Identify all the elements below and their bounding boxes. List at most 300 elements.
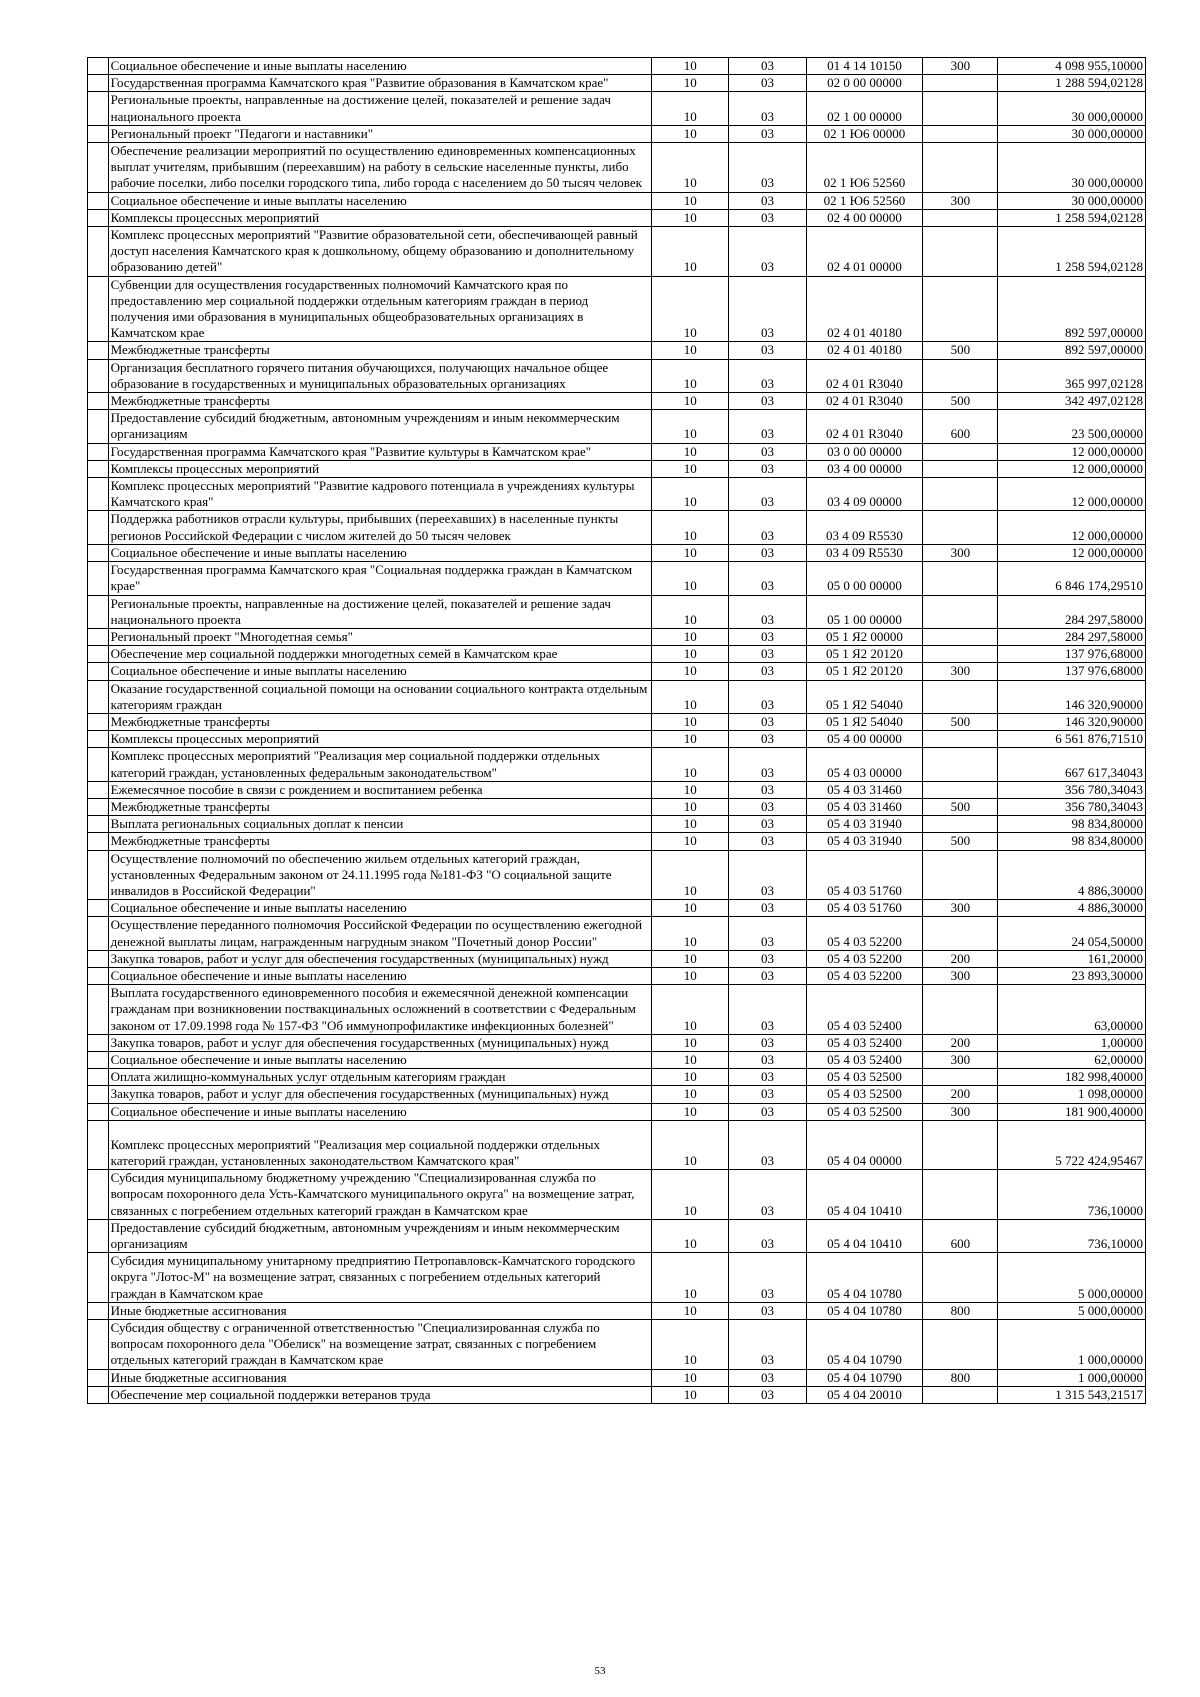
- row-expense-type: [923, 816, 998, 833]
- row-amount: 1 288 594,02128: [998, 75, 1146, 92]
- table-row: [88, 748, 1146, 781]
- table-row: [88, 833, 1146, 850]
- row-section: 10: [652, 125, 729, 142]
- table-row: [88, 1103, 1146, 1120]
- row-section: 10: [652, 143, 729, 193]
- table-row: [88, 1086, 1146, 1103]
- row-amount: 1 000,00000: [998, 1369, 1146, 1386]
- row-amount: 181 900,40000: [998, 1103, 1146, 1120]
- row-expense-type: 200: [923, 950, 998, 967]
- row-amount: 23 500,00000: [998, 410, 1146, 443]
- row-section: 10: [652, 713, 729, 730]
- row-empty-cell: [88, 1320, 109, 1370]
- row-target-code: 02 1 Ю6 00000: [806, 125, 923, 142]
- row-expense-type: 600: [923, 410, 998, 443]
- row-expense-type: [923, 595, 998, 628]
- row-amount: 62,00000: [998, 1051, 1146, 1068]
- row-name: Социальное обеспечение и иные выплаты населению: [108, 1051, 651, 1068]
- row-subsection: 03: [729, 209, 806, 226]
- row-expense-type: [923, 511, 998, 544]
- row-expense-type: 500: [923, 798, 998, 815]
- row-target-code: 02 1 Ю6 52560: [806, 143, 923, 193]
- row-amount: 736,10000: [998, 1170, 1146, 1220]
- row-name: Региональные проекты, направленные на достижение целей, показателей и решение задач национального проекта: [108, 92, 651, 125]
- row-empty-cell: [88, 950, 109, 967]
- row-name: Социальное обеспечение и иные выплаты населению: [108, 663, 651, 680]
- row-empty-cell: [88, 1069, 109, 1086]
- row-section: 10: [652, 1103, 729, 1120]
- row-empty-cell: [88, 562, 109, 595]
- row-target-code: 05 4 03 52400: [806, 985, 923, 1035]
- row-section: 10: [652, 1051, 729, 1068]
- row-subsection: 03: [729, 1369, 806, 1386]
- table-row: [88, 511, 1146, 544]
- table-row: [88, 798, 1146, 815]
- row-expense-type: 800: [923, 1302, 998, 1319]
- row-subsection: 03: [729, 562, 806, 595]
- row-amount: 1,00000: [998, 1034, 1146, 1051]
- row-name: Осуществление полномочий по обеспечению жильем отдельных категорий граждан, установленных Федеральным законом от 24.11.1995 года №181-ФЗ "О социальной защите инвалидов в Российской Федерации": [108, 850, 651, 900]
- table-row: [88, 562, 1146, 595]
- row-name: Субсидия обществу с ограниченной ответственностью "Специализированная служба по вопросам похоронного дела "Обелиск" на возмещение затрат, связанных с погребением отдельных категорий граждан в Камчатском крае: [108, 1320, 651, 1370]
- row-subsection: 03: [729, 1170, 806, 1220]
- row-target-code: 02 4 01 R3040: [806, 410, 923, 443]
- row-name: Комплекс процессных мероприятий "Реализация мер социальной поддержки отдельных категорий граждан, установленных федеральным законодательством": [108, 748, 651, 781]
- row-name: Закупка товаров, работ и услуг для обеспечения государственных (муниципальных) нужд: [108, 1086, 651, 1103]
- row-amount: 1 000,00000: [998, 1320, 1146, 1370]
- row-empty-cell: [88, 359, 109, 392]
- row-expense-type: [923, 75, 998, 92]
- table-row: [88, 900, 1146, 917]
- row-expense-type: 500: [923, 833, 998, 850]
- row-name: Субвенции для осуществления государственных полномочий Камчатского края по предоставлению мер социальной поддержки отдельным категориям граждан в период получения ими образования в муниципальных общеобразовательных организациях в Камчатском крае: [108, 276, 651, 342]
- row-subsection: 03: [729, 967, 806, 984]
- row-section: 10: [652, 985, 729, 1035]
- row-section: 10: [652, 92, 729, 125]
- row-amount: 12 000,00000: [998, 478, 1146, 511]
- table-row: [88, 393, 1146, 410]
- row-name: Комплексы процессных мероприятий: [108, 209, 651, 226]
- row-section: 10: [652, 816, 729, 833]
- row-target-code: 05 4 04 10790: [806, 1320, 923, 1370]
- row-empty-cell: [88, 646, 109, 663]
- row-amount: 30 000,00000: [998, 92, 1146, 125]
- row-subsection: 03: [729, 1253, 806, 1303]
- row-amount: 146 320,90000: [998, 713, 1146, 730]
- row-target-code: 05 4 03 52400: [806, 1051, 923, 1068]
- row-expense-type: 200: [923, 1086, 998, 1103]
- row-expense-type: 300: [923, 1103, 998, 1120]
- row-name: Предоставление субсидий бюджетным, автономным учреждениям и иным некоммерческим организациям: [108, 1219, 651, 1252]
- row-amount: 98 834,80000: [998, 833, 1146, 850]
- row-expense-type: 500: [923, 713, 998, 730]
- row-section: 10: [652, 276, 729, 342]
- row-expense-type: [923, 850, 998, 900]
- row-section: 10: [652, 595, 729, 628]
- row-section: 10: [652, 748, 729, 781]
- table-row: [88, 544, 1146, 561]
- row-target-code: 02 1 Ю6 52560: [806, 192, 923, 209]
- table-row: [88, 359, 1146, 392]
- table-row: [88, 1170, 1146, 1220]
- table-row: [88, 58, 1146, 75]
- row-section: 10: [652, 1369, 729, 1386]
- row-name: Социальное обеспечение и иные выплаты населению: [108, 58, 651, 75]
- table-row: [88, 443, 1146, 460]
- table-row: [88, 1369, 1146, 1386]
- row-amount: 5 000,00000: [998, 1302, 1146, 1319]
- row-subsection: 03: [729, 1386, 806, 1403]
- row-section: 10: [652, 359, 729, 392]
- row-empty-cell: [88, 628, 109, 645]
- row-expense-type: 300: [923, 58, 998, 75]
- budget-table: [87, 57, 1146, 1404]
- row-amount: 6 846 174,29510: [998, 562, 1146, 595]
- row-name: Межбюджетные трансферты: [108, 798, 651, 815]
- table-row: [88, 1386, 1146, 1403]
- row-expense-type: 200: [923, 1034, 998, 1051]
- row-empty-cell: [88, 393, 109, 410]
- row-expense-type: [923, 1120, 998, 1169]
- row-name: Иные бюджетные ассигнования: [108, 1369, 651, 1386]
- row-target-code: 05 4 03 52500: [806, 1103, 923, 1120]
- row-target-code: 05 1 Я2 54040: [806, 713, 923, 730]
- row-name: Комплекс процессных мероприятий "Развитие кадрового потенциала в учреждениях культуры Камчатского края": [108, 478, 651, 511]
- row-amount: 12 000,00000: [998, 460, 1146, 477]
- row-empty-cell: [88, 192, 109, 209]
- row-empty-cell: [88, 1034, 109, 1051]
- row-name: Социальное обеспечение и иные выплаты населению: [108, 192, 651, 209]
- row-section: 10: [652, 1219, 729, 1252]
- row-subsection: 03: [729, 460, 806, 477]
- row-subsection: 03: [729, 950, 806, 967]
- row-target-code: 05 1 Я2 54040: [806, 680, 923, 713]
- row-subsection: 03: [729, 900, 806, 917]
- row-name: Обеспечение мер социальной поддержки многодетных семей в Камчатском крае: [108, 646, 651, 663]
- row-empty-cell: [88, 1302, 109, 1319]
- row-amount: 30 000,00000: [998, 143, 1146, 193]
- row-target-code: 03 4 00 00000: [806, 460, 923, 477]
- row-name: Комплексы процессных мероприятий: [108, 460, 651, 477]
- row-expense-type: 300: [923, 663, 998, 680]
- table-row: [88, 1320, 1146, 1370]
- row-target-code: 05 1 Я2 00000: [806, 628, 923, 645]
- row-subsection: 03: [729, 1086, 806, 1103]
- row-empty-cell: [88, 1170, 109, 1220]
- row-expense-type: [923, 359, 998, 392]
- table-row: [88, 985, 1146, 1035]
- row-target-code: 05 4 04 10410: [806, 1170, 923, 1220]
- table-row: [88, 1051, 1146, 1068]
- row-amount: 30 000,00000: [998, 125, 1146, 142]
- row-target-code: 05 4 03 31460: [806, 781, 923, 798]
- row-amount: 12 000,00000: [998, 443, 1146, 460]
- row-expense-type: [923, 125, 998, 142]
- row-subsection: 03: [729, 1069, 806, 1086]
- row-section: 10: [652, 58, 729, 75]
- row-section: 10: [652, 781, 729, 798]
- row-name: Социальное обеспечение и иные выплаты населению: [108, 544, 651, 561]
- row-empty-cell: [88, 985, 109, 1035]
- row-subsection: 03: [729, 125, 806, 142]
- row-name: Организация бесплатного горячего питания обучающихся, получающих начальное общее образование в государственных и муниципальных образовательных организациях: [108, 359, 651, 392]
- row-target-code: 05 1 Я2 20120: [806, 663, 923, 680]
- table-row: [88, 816, 1146, 833]
- table-row: [88, 1302, 1146, 1319]
- row-amount: 12 000,00000: [998, 511, 1146, 544]
- row-name: Поддержка работников отрасли культуры, прибывших (переехавших) в населенные пункты регионов Российской Федерации с числом жителей до 50 тысяч человек: [108, 511, 651, 544]
- row-amount: 284 297,58000: [998, 595, 1146, 628]
- row-section: 10: [652, 562, 729, 595]
- row-empty-cell: [88, 92, 109, 125]
- row-name: Обеспечение мер социальной поддержки ветеранов труда: [108, 1386, 651, 1403]
- row-target-code: 03 0 00 00000: [806, 443, 923, 460]
- row-empty-cell: [88, 663, 109, 680]
- row-section: 10: [652, 663, 729, 680]
- row-empty-cell: [88, 1086, 109, 1103]
- row-amount: 1 098,00000: [998, 1086, 1146, 1103]
- row-target-code: 05 4 03 51760: [806, 900, 923, 917]
- row-expense-type: [923, 1320, 998, 1370]
- row-empty-cell: [88, 816, 109, 833]
- table-row: [88, 1253, 1146, 1303]
- row-amount: 5 722 424,95467: [998, 1120, 1146, 1169]
- row-name: Межбюджетные трансферты: [108, 342, 651, 359]
- row-empty-cell: [88, 731, 109, 748]
- row-subsection: 03: [729, 410, 806, 443]
- row-target-code: 02 0 00 00000: [806, 75, 923, 92]
- row-expense-type: [923, 1386, 998, 1403]
- row-expense-type: [923, 1170, 998, 1220]
- table-row: [88, 663, 1146, 680]
- row-target-code: 02 4 00 00000: [806, 209, 923, 226]
- row-amount: 12 000,00000: [998, 544, 1146, 561]
- row-amount: 5 000,00000: [998, 1253, 1146, 1303]
- row-section: 10: [652, 544, 729, 561]
- row-section: 10: [652, 900, 729, 917]
- table-row: [88, 342, 1146, 359]
- row-expense-type: 500: [923, 342, 998, 359]
- row-expense-type: [923, 731, 998, 748]
- row-expense-type: [923, 646, 998, 663]
- row-empty-cell: [88, 276, 109, 342]
- row-section: 10: [652, 917, 729, 950]
- row-target-code: 02 4 01 40180: [806, 342, 923, 359]
- row-target-code: 05 4 00 00000: [806, 731, 923, 748]
- row-empty-cell: [88, 900, 109, 917]
- row-amount: 736,10000: [998, 1219, 1146, 1252]
- row-empty-cell: [88, 75, 109, 92]
- row-section: 10: [652, 75, 729, 92]
- row-subsection: 03: [729, 1120, 806, 1169]
- row-expense-type: 300: [923, 900, 998, 917]
- row-name: Межбюджетные трансферты: [108, 713, 651, 730]
- table-row: [88, 680, 1146, 713]
- row-empty-cell: [88, 850, 109, 900]
- row-target-code: 05 1 Я2 20120: [806, 646, 923, 663]
- row-target-code: 02 4 01 40180: [806, 276, 923, 342]
- row-expense-type: 600: [923, 1219, 998, 1252]
- row-empty-cell: [88, 58, 109, 75]
- row-empty-cell: [88, 478, 109, 511]
- table-row: [88, 917, 1146, 950]
- table-row: [88, 92, 1146, 125]
- row-target-code: 05 4 03 52500: [806, 1069, 923, 1086]
- row-section: 10: [652, 646, 729, 663]
- row-amount: 356 780,34043: [998, 798, 1146, 815]
- row-name: Выплата региональных социальных доплат к пенсии: [108, 816, 651, 833]
- row-amount: 1 315 543,21517: [998, 1386, 1146, 1403]
- row-expense-type: [923, 443, 998, 460]
- table-row: [88, 628, 1146, 645]
- row-expense-type: 300: [923, 1051, 998, 1068]
- table-row: [88, 276, 1146, 342]
- row-expense-type: [923, 562, 998, 595]
- row-subsection: 03: [729, 917, 806, 950]
- row-name: Государственная программа Камчатского края "Развитие культуры в Камчатском крае": [108, 443, 651, 460]
- row-section: 10: [652, 798, 729, 815]
- row-name: Региональные проекты, направленные на достижение целей, показателей и решение задач национального проекта: [108, 595, 651, 628]
- row-name: Социальное обеспечение и иные выплаты населению: [108, 1103, 651, 1120]
- row-name: Закупка товаров, работ и услуг для обеспечения государственных (муниципальных) нужд: [108, 1034, 651, 1051]
- row-name: Предоставление субсидий бюджетным, автономным учреждениям и иным некоммерческим организациям: [108, 410, 651, 443]
- row-section: 10: [652, 1386, 729, 1403]
- row-expense-type: [923, 917, 998, 950]
- row-target-code: 05 4 03 52200: [806, 950, 923, 967]
- row-section: 10: [652, 192, 729, 209]
- row-target-code: 03 4 09 R5530: [806, 544, 923, 561]
- row-empty-cell: [88, 227, 109, 277]
- table-row: [88, 227, 1146, 277]
- row-empty-cell: [88, 460, 109, 477]
- row-target-code: 05 4 03 52200: [806, 967, 923, 984]
- row-section: 10: [652, 1253, 729, 1303]
- row-empty-cell: [88, 1386, 109, 1403]
- row-name: Закупка товаров, работ и услуг для обеспечения государственных (муниципальных) нужд: [108, 950, 651, 967]
- row-empty-cell: [88, 798, 109, 815]
- row-target-code: 05 4 04 10410: [806, 1219, 923, 1252]
- budget-table-body: [88, 58, 1146, 1404]
- row-section: 10: [652, 1302, 729, 1319]
- row-target-code: 05 4 04 00000: [806, 1120, 923, 1169]
- table-row: [88, 950, 1146, 967]
- row-target-code: 05 4 03 52400: [806, 1034, 923, 1051]
- row-target-code: 05 4 04 10790: [806, 1369, 923, 1386]
- row-subsection: 03: [729, 748, 806, 781]
- row-expense-type: [923, 748, 998, 781]
- row-target-code: 05 4 04 20010: [806, 1386, 923, 1403]
- row-name: Государственная программа Камчатского края "Социальная поддержка граждан в Камчатском крае": [108, 562, 651, 595]
- row-target-code: 05 4 03 52500: [806, 1086, 923, 1103]
- page-number: 53: [594, 1665, 606, 1677]
- row-subsection: 03: [729, 1051, 806, 1068]
- row-expense-type: 500: [923, 393, 998, 410]
- row-subsection: 03: [729, 143, 806, 193]
- row-subsection: 03: [729, 359, 806, 392]
- row-target-code: 05 4 03 00000: [806, 748, 923, 781]
- row-amount: 4 098 955,10000: [998, 58, 1146, 75]
- row-section: 10: [652, 731, 729, 748]
- row-amount: 98 834,80000: [998, 816, 1146, 833]
- row-subsection: 03: [729, 1219, 806, 1252]
- table-row: [88, 143, 1146, 193]
- row-subsection: 03: [729, 443, 806, 460]
- row-section: 10: [652, 1170, 729, 1220]
- row-section: 10: [652, 478, 729, 511]
- row-amount: 1 258 594,02128: [998, 227, 1146, 277]
- table-row: [88, 460, 1146, 477]
- row-expense-type: [923, 143, 998, 193]
- row-target-code: 02 4 01 00000: [806, 227, 923, 277]
- row-expense-type: [923, 478, 998, 511]
- row-amount: 161,20000: [998, 950, 1146, 967]
- row-name: Региональный проект "Многодетная семья": [108, 628, 651, 645]
- row-amount: 23 893,30000: [998, 967, 1146, 984]
- row-empty-cell: [88, 833, 109, 850]
- table-row: [88, 1219, 1146, 1252]
- row-subsection: 03: [729, 663, 806, 680]
- table-row: [88, 1120, 1146, 1169]
- table-row: [88, 1069, 1146, 1086]
- row-name: Комплекс процессных мероприятий "Развитие образовательной сети, обеспечивающей равный доступ населения Камчатского края к дошкольному, общему образованию и дополнительному образованию детей": [108, 227, 651, 277]
- row-subsection: 03: [729, 92, 806, 125]
- row-target-code: 02 4 01 R3040: [806, 359, 923, 392]
- table-row: [88, 209, 1146, 226]
- row-subsection: 03: [729, 227, 806, 277]
- row-amount: 892 597,00000: [998, 276, 1146, 342]
- row-name: Осуществление переданного полномочия Российской Федерации по осуществлению ежегодной денежной выплаты лицам, награжденным нагрудным знаком "Почетный донор России": [108, 917, 651, 950]
- row-target-code: 05 4 03 52200: [806, 917, 923, 950]
- row-expense-type: 800: [923, 1369, 998, 1386]
- row-subsection: 03: [729, 1103, 806, 1120]
- row-subsection: 03: [729, 713, 806, 730]
- row-amount: 182 998,40000: [998, 1069, 1146, 1086]
- row-amount: 1 258 594,02128: [998, 209, 1146, 226]
- table-row: [88, 410, 1146, 443]
- row-section: 10: [652, 209, 729, 226]
- row-expense-type: [923, 460, 998, 477]
- row-target-code: 01 4 14 10150: [806, 58, 923, 75]
- row-empty-cell: [88, 1369, 109, 1386]
- row-section: 10: [652, 1086, 729, 1103]
- row-subsection: 03: [729, 798, 806, 815]
- row-name: Оказание государственной социальной помощи на основании социального контракта отдельным категориям граждан: [108, 680, 651, 713]
- row-expense-type: 300: [923, 544, 998, 561]
- row-subsection: 03: [729, 1034, 806, 1051]
- row-expense-type: [923, 628, 998, 645]
- row-section: 10: [652, 342, 729, 359]
- row-section: 10: [652, 227, 729, 277]
- row-subsection: 03: [729, 342, 806, 359]
- row-name: Субсидия муниципальному бюджетному учреждению "Специализированная служба по вопросам похоронного дела Усть-Камчатского муниципального округа" на возмещение затрат, связанных с погребением отдельных категорий граждан в Камчатском крае: [108, 1170, 651, 1220]
- table-row: [88, 192, 1146, 209]
- row-subsection: 03: [729, 478, 806, 511]
- row-expense-type: [923, 985, 998, 1035]
- row-expense-type: [923, 1253, 998, 1303]
- row-subsection: 03: [729, 680, 806, 713]
- row-name: Иные бюджетные ассигнования: [108, 1302, 651, 1319]
- table-row: [88, 781, 1146, 798]
- row-empty-cell: [88, 443, 109, 460]
- row-name: Комплексы процессных мероприятий: [108, 731, 651, 748]
- row-subsection: 03: [729, 816, 806, 833]
- row-amount: 30 000,00000: [998, 192, 1146, 209]
- row-amount: 284 297,58000: [998, 628, 1146, 645]
- row-name: Социальное обеспечение и иные выплаты населению: [108, 900, 651, 917]
- row-name: Обеспечение реализации мероприятий по осуществлению единовременных компенсационных выплат учителям, прибывшим (переехавшим) на работу в сельские населенные пункты, либо рабочие поселки, либо поселки городского типа, либо города с населением до 50 тысяч человек: [108, 143, 651, 193]
- row-empty-cell: [88, 680, 109, 713]
- row-amount: 24 054,50000: [998, 917, 1146, 950]
